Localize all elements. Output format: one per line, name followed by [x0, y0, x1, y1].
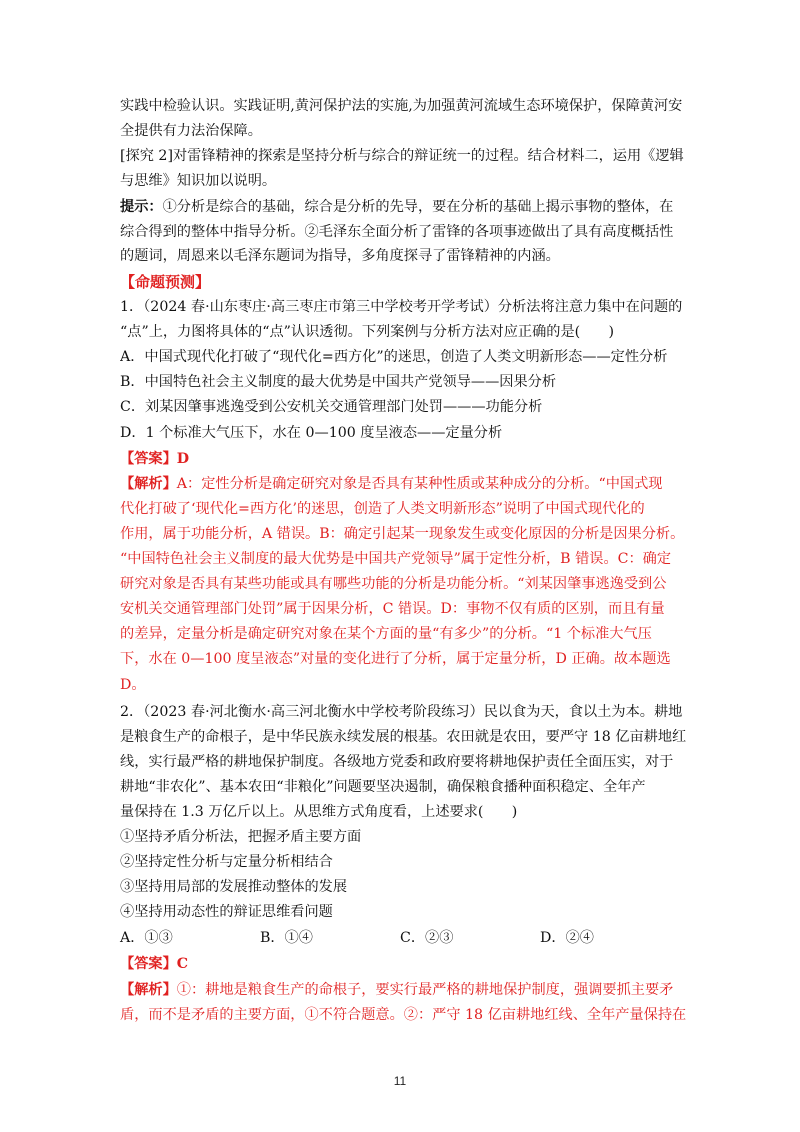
q2-choice-b: B．①④	[260, 930, 313, 946]
q1-answer: 【答案】D	[120, 451, 190, 467]
q2-stem-5: 量保持在 1.3 万亿斤以上。从思维方式角度看，上述要求( )	[120, 804, 518, 820]
q2-item-1: ①坚持矛盾分析法，把握矛盾主要方面	[120, 829, 362, 845]
q1-option-b: B．中国特色社会主义制度的最大优势是中国共产党领导——因果分析	[120, 374, 557, 390]
q2-item-3: ③坚持用局部的发展推动整体的发展	[120, 879, 348, 895]
q1-analysis-line-1	[120, 474, 700, 494]
q2-answer: 【答案】C	[120, 956, 189, 972]
explore2-line-1	[120, 146, 700, 166]
q1-analysis-line-5: 研究对象是否具有某些功能或具有哪些功能的分析是功能分析。“刘某因肇事逃逸受到公	[120, 576, 667, 592]
q2-stem-1: 2．（2023 春·河北衡水·高三河北衡水中学校考阶段练习）民以食为天，食以土为本。耕地	[120, 704, 683, 720]
q1-analysis-line-2: 代化打破了‘现代化=西方化’的迷思，创造了人类文明新形态”说明了中国式现代化的	[120, 501, 645, 517]
q2-choice-c: C．②③	[400, 930, 454, 946]
explore2-line-2: 与思维》知识加以说明。	[120, 173, 277, 189]
q1-analysis-text-1: A：定性分析是确定研究对象是否具有某种性质或某种成分的分析。“中国式现	[176, 476, 663, 492]
q1-option-a: A．中国式现代化打破了“现代化=西方化”的迷思，创造了人类文明新形态——定性分析	[120, 349, 668, 365]
hint-line-2: 综合得到的整体中指导分析。②毛泽东全面分析了雷锋的各项事迹做出了具有高度概括性	[120, 224, 674, 240]
q2-item-4: ④坚持用动态性的辩证思维看问题	[120, 904, 333, 920]
q2-stem-3: 线，实行最严格的耕地保护制度。各级地方党委和政府要将耕地保护责任全面压实，对于	[120, 754, 674, 770]
explore2-label: [探究 2]	[120, 148, 173, 164]
q1-stem-2: “点”上，力图将具体的“点”认识透彻。下列案例与分析方法对应正确的是( )	[120, 324, 615, 340]
section-title: 【命题预测】	[120, 273, 211, 291]
intro-line-2: 全提供有力法治保障。	[120, 123, 262, 139]
q1-option-c: C．刘某因肇事逃逸受到公安机关交通管理部门处罚———功能分析	[120, 399, 543, 415]
q2-stem-2: 是粮食生产的命根子，是中华民族永续发展的根基。农田就是农田，要严守 18 亿亩耕地红	[120, 729, 687, 745]
q1-option-d: D．1 个标准大气压下，水在 0—100 度呈液态——定量分析	[120, 425, 503, 441]
q2-analysis-text-1: ①：耕地是粮食生产的命根子，要实行最严格的耕地保护制度，强调要抓主要矛	[176, 982, 674, 998]
q2-analysis-label: 【解析】	[120, 982, 177, 998]
q2-item-2: ②坚持定性分析与定量分析相结合	[120, 854, 333, 870]
q1-analysis-line-4: “中国特色社会主义制度的最大优势是中国共产党领导”属于定性分析，B 错误。C：确定	[120, 551, 672, 567]
q1-analysis-line-8: 下，水在 0—100 度呈液态”对量的变化进行了分析，属于定量分析，D 正确。故本题选	[120, 651, 671, 667]
q2-choice-a: A．①③	[120, 930, 173, 946]
q2-analysis-line-2: 盾，而不是矛盾的主要方面，①不符合题意。②：严守 18 亿亩耕地红线、全年产量保持在	[120, 1007, 687, 1023]
page-number: 11	[393, 1074, 407, 1088]
q1-stem-1: 1．（2024 春·山东枣庄·高三枣庄市第三中学校考开学考试）分析法将注意力集中在问题的	[120, 299, 683, 315]
q1-analysis-line-9: D。	[120, 677, 146, 693]
explore2-text-1: 对雷锋精神的探索是坚持分析与综合的辩证统一的过程。结合材料二，运用《逻辑	[172, 148, 684, 164]
q1-analysis-line-3: 作用，属于功能分析，A 错误。B：确定引起某一现象发生或变化原因的分析是因果分析。	[120, 526, 685, 542]
hint-line-1	[120, 197, 700, 217]
hint-text-1: ①分析是综合的基础，综合是分析的先导，要在分析的基础上揭示事物的整体，在	[162, 199, 674, 215]
q2-stem-4: 耕地“非农化”、基本农田“非粮化”问题要坚决遏制，确保粮食播种面积稳定、全年产	[120, 779, 646, 795]
q2-analysis-line-1	[120, 980, 700, 1000]
q1-analysis-label: 【解析】	[120, 476, 177, 492]
hint-line-3: 的题词，周恩来以毛泽东题词为指导，多角度探寻了雷锋精神的内涵。	[120, 248, 560, 264]
intro-line-1: 实践中检验认识。实践证明,黄河保护法的实施,为加强黄河流域生态环境保护，保障黄河安	[120, 98, 683, 114]
hint-label: 提示：	[120, 199, 163, 215]
q1-analysis-line-6: 安机关交通管理部门处罚”属于因果分析，C 错误。D：事物不仅有质的区别，而且有量	[120, 601, 665, 617]
q2-choice-d: D．②④	[540, 930, 594, 946]
q1-analysis-line-7: 的差异，定量分析是确定研究对象在某个方面的量“有多少”的分析。“1 个标准大气压	[120, 626, 652, 642]
